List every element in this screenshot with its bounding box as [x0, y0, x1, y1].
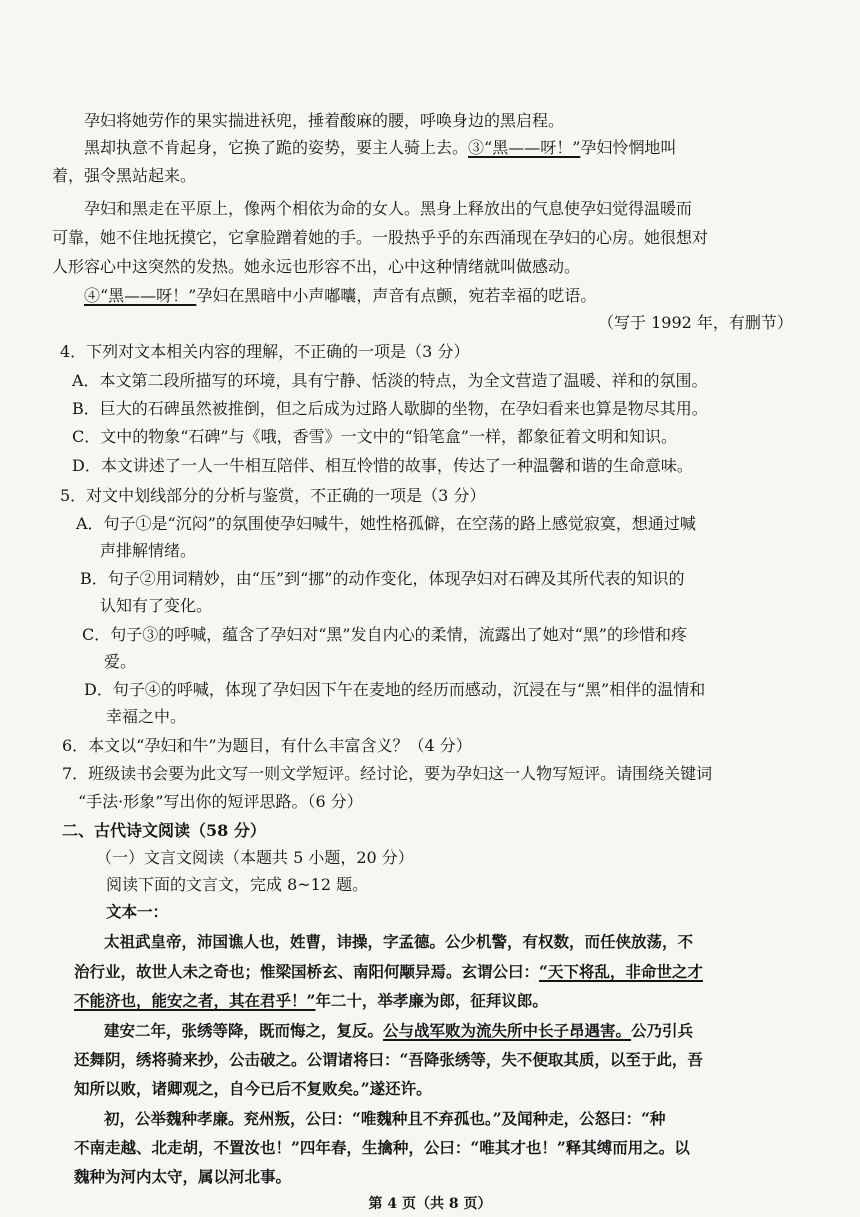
question-7-line-2: “手法·形象”写出你的短评思路。（6 分） — [78, 792, 363, 811]
story-paragraph-4: ④“黑——呀！”孕妇在黑暗中小声嘟囔，声音有点颤，宛若幸福的呓语。 — [84, 286, 597, 305]
underlined-quote: “天下将乱，非命世之才 — [539, 962, 703, 981]
question-5-option-a-line-2: 声排解情绪。 — [100, 541, 197, 560]
wenyan-paragraph-3-line-1: 初，公举魏种孝廉。兖州叛，公曰：“唯魏种且不弃孤也。”及闻种走，公怒曰：“种 — [104, 1109, 666, 1128]
section-2-instruction: 阅读下面的文言文，完成 8~12 题。 — [106, 875, 369, 894]
story-paragraph-3-line-2: 可靠，她不住地抚摸它，它拿脸蹭着她的手。一股热乎乎的东西涌现在孕妇的心房。她很想对 — [52, 228, 709, 247]
question-5-option-a-line-1: A．句子①是“沉闷”的氛围使孕妇喊牛，她性格孤僻，在空荡的路上感觉寂寞，想通过喊 — [76, 514, 696, 533]
underlined-quote-cont: 不能济也，能安之者，其在君乎！” — [74, 991, 316, 1010]
question-5-option-d-line-2: 幸福之中。 — [106, 707, 187, 726]
underlined-sentence-3: ③“黑——呀！” — [468, 138, 581, 157]
text-1-label: 文本一： — [106, 902, 169, 921]
story-paragraph-3-line-1: 孕妇和黑走在平原上，像两个相依为命的女人。黑身上释放出的气息使孕妇觉得温暖而 — [84, 199, 693, 218]
question-4-stem: 4．下列对文本相关内容的理解，不正确的一项是（3 分） — [60, 342, 470, 361]
story-source-note: （写于 1992 年，有删节） — [598, 313, 793, 332]
wenyan-paragraph-3-line-3: 魏种为河内太守，属以河北事。 — [74, 1167, 292, 1186]
question-4-option-c: C．文中的物象“石碑”与《哦，香雪》一文中的“铅笔盒”一样，都象征着文明和知识。 — [72, 427, 677, 446]
wenyan-paragraph-2-line-1: 建安二年，张绣等降，既而悔之，复反。公与战军败为流失所中长子昂遇害。公乃引兵 — [104, 1021, 694, 1040]
wenyan-paragraph-1-line-3: 不能济也，能安之者，其在君乎！”年二十，举孝廉为郎，征拜议郎。 — [74, 991, 548, 1010]
story-paragraph-3-line-3: 人形容心中这突然的发热。她永远也形容不出，心中这种情绪就叫做感动。 — [52, 257, 581, 276]
story-paragraph-2-line-1: 黑却执意不肯起身，它换了跪的姿势，要主人骑上去。③“黑——呀！”孕妇怜惘地叫 — [84, 138, 677, 157]
question-6: 6．本文以“孕妇和牛”为题目，有什么丰富含义？（4 分） — [62, 736, 472, 755]
question-5-option-d-line-1: D．句子④的呼喊，体现了孕妇因下午在麦地的经历而感动，沉浸在与“黑”相伴的温情和 — [84, 680, 706, 699]
wenyan-paragraph-1-line-2: 治行业，故世人未之奇也；惟梁国桥玄、南阳何颙异焉。玄谓公曰：“天下将乱，非命世之才 — [74, 962, 703, 981]
underlined-sentence: 公与战军败为流失所中长子昂遇害。 — [383, 1021, 632, 1040]
question-4-option-b: B．巨大的石碑虽然被推倒，但之后成为过路人歇脚的坐物，在孕妇看来也算是物尽其用。 — [72, 399, 708, 418]
section-2-subsection: （一）文言文阅读（本题共 5 小题，20 分） — [96, 848, 414, 867]
story-paragraph-1: 孕妇将她劳作的果实揣进袄兜，捶着酸麻的腰，呼唤身边的黑启程。 — [84, 111, 565, 130]
wenyan-paragraph-2-line-3: 知所以败，诸卿观之，自今已后不复败矣。”遂还许。 — [74, 1079, 432, 1098]
question-7-line-1: 7．班级读书会要为此文写一则文学短评。经讨论，要为孕妇这一人物写短评。请围绕关键词 — [62, 764, 713, 783]
wenyan-paragraph-1-line-1: 太祖武皇帝，沛国谯人也，姓曹，讳操，字孟德。公少机警，有权数，而任侠放荡，不 — [104, 932, 694, 951]
wenyan-paragraph-2-line-2: 还舞阴，绣将骑来抄，公击破之。公谓诸将曰：“吾降张绣等，失不便取其质，以至于此，吾 — [74, 1050, 703, 1069]
question-5-stem: 5．对文中划线部分的分析与鉴赏，不正确的一项是（3 分） — [60, 486, 486, 505]
question-4-option-a: A．本文第二段所描写的环境，具有宁静、恬淡的特点，为全文营造了温暖、祥和的氛围。 — [72, 371, 708, 390]
question-5-option-c-line-2: 爱。 — [104, 652, 137, 671]
question-5-option-b-line-2: 认知有了变化。 — [100, 596, 213, 615]
wenyan-paragraph-3-line-2: 不南走越、北走胡，不置汝也！”四年春，生擒种，公曰：“唯其才也！”释其缚而用之。以 — [74, 1138, 690, 1157]
section-2-title: 二、古代诗文阅读（58 分） — [62, 821, 266, 840]
story-paragraph-2-line-2: 着，强令黑站起来。 — [52, 166, 197, 185]
question-5-option-c-line-1: C．句子③的呼喊，蕴含了孕妇对“黑”发自内心的柔情，流露出了她对“黑”的珍惜和疼 — [82, 625, 687, 644]
page-footer: 第 4 页（共 8 页） — [368, 1196, 492, 1212]
underlined-sentence-4: ④“黑——呀！” — [84, 286, 197, 305]
question-4-option-d: D．本文讲述了一人一牛相互陪伴、相互怜惜的故事，传达了一种温馨和谐的生命意味。 — [72, 456, 693, 475]
question-5-option-b-line-1: B．句子②用词精妙，由“压”到“挪”的动作变化，体现孕妇对石碑及其所代表的知识的 — [80, 569, 685, 588]
